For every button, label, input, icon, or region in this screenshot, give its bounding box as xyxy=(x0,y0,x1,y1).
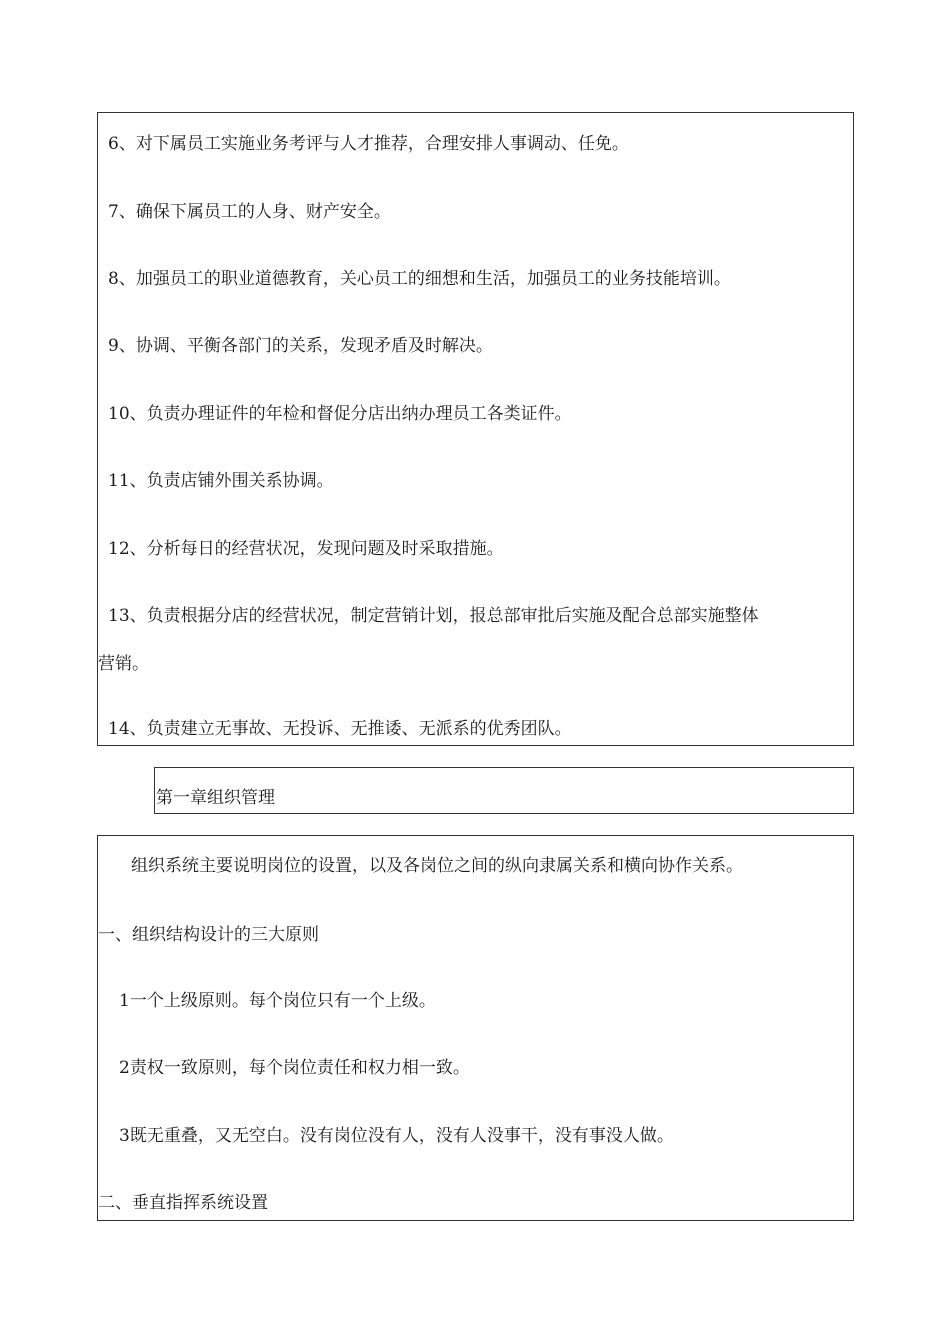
duty-item-6: 6、对下属员工实施业务考评与人才推荐，合理安排人事调动、任免。 xyxy=(108,134,629,154)
duties-box xyxy=(97,112,854,746)
section2-heading: 二、垂直指挥系统设置 xyxy=(98,1193,268,1213)
principle-1: 1一个上级原则。每个岗位只有一个上级。 xyxy=(119,991,436,1011)
chapter-title: 第一章组织管理 xyxy=(156,788,275,808)
principle-2: 2责权一致原则，每个岗位责任和权力相一致。 xyxy=(119,1058,470,1078)
org-section-box xyxy=(97,835,854,1221)
duty-item-10: 10、负责办理证件的年检和督促分店出纳办理员工各类证件。 xyxy=(108,404,572,424)
chapter-title-box xyxy=(154,767,854,814)
duty-item-11: 11、负责店铺外围关系协调。 xyxy=(108,471,334,491)
duty-item-8: 8、加强员工的职业道德教育，关心员工的细想和生活，加强员工的业务技能培训。 xyxy=(108,269,731,289)
duty-item-13-continuation: 营销。 xyxy=(98,654,149,674)
duty-item-7: 7、确保下属员工的人身、财产安全。 xyxy=(108,202,391,222)
duty-item-9: 9、协调、平衡各部门的关系，发现矛盾及时解决。 xyxy=(108,336,493,356)
principle-3: 3既无重叠，又无空白。没有岗位没有人，没有人没事干，没有事没人做。 xyxy=(119,1126,674,1146)
duty-item-13: 13、负责根据分店的经营状况，制定营销计划，报总部审批后实施及配合总部实施整体 xyxy=(108,606,759,626)
section1-heading: 一、组织结构设计的三大原则 xyxy=(98,925,319,945)
org-intro: 组织系统主要说明岗位的设置，以及各岗位之间的纵向隶属关系和横向协作关系。 xyxy=(131,856,743,876)
duty-item-12: 12、分析每日的经营状况，发现问题及时采取措施。 xyxy=(108,539,504,559)
duty-item-14: 14、负责建立无事故、无投诉、无推诿、无派系的优秀团队。 xyxy=(108,719,572,739)
